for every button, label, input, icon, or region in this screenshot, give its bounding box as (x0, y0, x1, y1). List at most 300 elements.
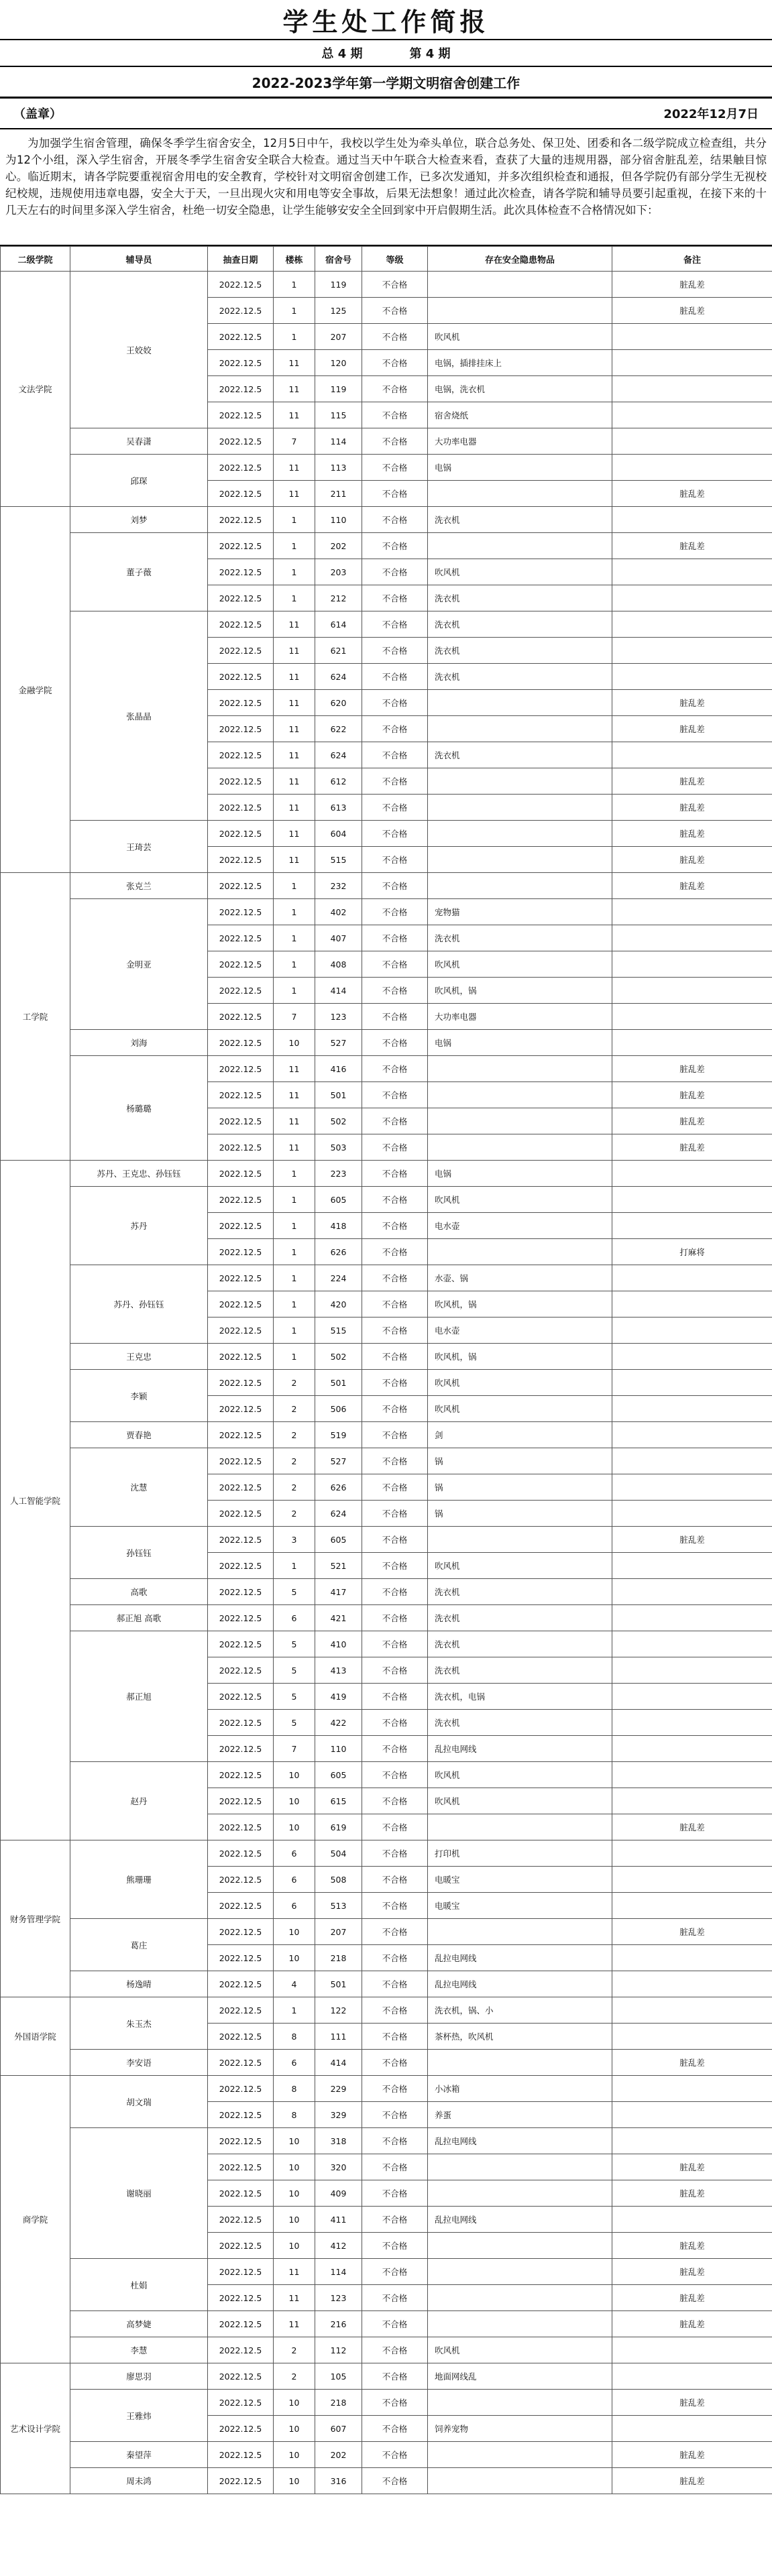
date-cell: 2022.12.5 (208, 2180, 274, 2207)
grade-cell: 不合格 (362, 795, 428, 821)
date-cell: 2022.12.5 (208, 716, 274, 742)
hazard-cell (428, 873, 612, 899)
grade-cell: 不合格 (362, 1788, 428, 1814)
date-cell: 2022.12.5 (208, 1919, 274, 1945)
date-cell: 2022.12.5 (208, 1579, 274, 1605)
hazard-cell (428, 1919, 612, 1945)
date-cell: 2022.12.5 (208, 1370, 274, 1396)
hazard-cell (428, 1108, 612, 1134)
remark-cell (612, 428, 772, 455)
remark-cell: 脏乱差 (612, 873, 772, 899)
room-cell: 527 (315, 1448, 362, 1474)
grade-cell: 不合格 (362, 481, 428, 507)
hazard-cell (428, 2442, 612, 2468)
remark-cell (612, 455, 772, 481)
grade-cell: 不合格 (362, 1318, 428, 1344)
room-cell: 218 (315, 2390, 362, 2416)
room-cell: 605 (315, 1762, 362, 1788)
intro-paragraph: 为加强学生宿舍管理，确保冬季学生宿舍安全，12月5日中午，我校以学生处为牵头单位，联合总务处、保卫处、团委和各二级学院成立检查组，共分为12个小组，深入学生宿舍，开展冬季学生宿舍安全联合大检查。通过当天中午联合大检查来看，查获了大量的违规用器，部分宿舍脏乱差，结果触目惊心。临近期末，请各学院要重视宿舍用电的安全教育，学校针对文明宿舍创建工作，已多次发通知，并多次组织检查和通报，但各学院仍有部分学生无视校纪校规，违规使用违章电器，安全大于天，一旦出现火灾和用电等安全事故，后果无法想象！通过此次检查，请各学院和辅导员要引起重视，在接下来的十几天左右的时间里多深入学生宿舍，杜绝一切安全隐患，让学生能够安安全全回到家中开启假期生活。此次具体检查不合格情况如下： (0, 129, 772, 246)
date-cell: 2022.12.5 (208, 2154, 274, 2180)
date-cell: 2022.12.5 (208, 1265, 274, 1291)
room-cell: 607 (315, 2416, 362, 2442)
counselor-cell: 朱玉杰 (70, 1997, 208, 2050)
hazard-cell: 吹风机，锅 (428, 1291, 612, 1318)
remark-cell (612, 1501, 772, 1527)
hazard-cell: 洗衣机 (428, 507, 612, 533)
grade-cell: 不合格 (362, 533, 428, 559)
hazard-cell: 电水壶 (428, 1318, 612, 1344)
remark-cell (612, 1318, 772, 1344)
date-cell: 2022.12.5 (208, 1239, 274, 1265)
hazard-cell: 吹风机 (428, 951, 612, 978)
room-cell: 416 (315, 1056, 362, 1082)
room-cell: 114 (315, 2259, 362, 2285)
hazard-cell: 电锅，洗衣机 (428, 376, 612, 402)
building-cell: 1 (274, 1265, 315, 1291)
room-cell: 211 (315, 481, 362, 507)
room-cell: 119 (315, 376, 362, 402)
remark-cell (612, 1736, 772, 1762)
grade-cell: 不合格 (362, 1553, 428, 1579)
building-cell: 6 (274, 1867, 315, 1893)
remark-cell: 脏乱差 (612, 2311, 772, 2337)
grade-cell: 不合格 (362, 2102, 428, 2128)
building-cell: 10 (274, 1814, 315, 1840)
building-cell: 7 (274, 1004, 315, 1030)
table-row (1, 1344, 772, 1370)
date-cell: 2022.12.5 (208, 2128, 274, 2154)
hazard-cell: 吹风机 (428, 1553, 612, 1579)
building-cell: 8 (274, 2102, 315, 2128)
date-cell: 2022.12.5 (208, 1997, 274, 2024)
counselor-cell: 王琦芸 (70, 821, 208, 873)
building-cell: 10 (274, 2390, 315, 2416)
remark-cell: 脏乱差 (612, 2050, 772, 2076)
building-cell: 1 (274, 507, 315, 533)
hazard-cell: 乱拉电网线 (428, 1971, 612, 1997)
date-cell: 2022.12.5 (208, 1867, 274, 1893)
date-cell: 2022.12.5 (208, 402, 274, 428)
hazard-cell: 大功率电器 (428, 1004, 612, 1030)
grade-cell: 不合格 (362, 2416, 428, 2442)
hazard-cell: 吹风机，锅 (428, 1344, 612, 1370)
building-cell: 1 (274, 1318, 315, 1344)
building-cell: 10 (274, 1762, 315, 1788)
grade-cell: 不合格 (362, 559, 428, 585)
table-row (1, 2050, 772, 2076)
grade-cell: 不合格 (362, 611, 428, 638)
remark-cell (612, 899, 772, 925)
room-cell: 113 (315, 455, 362, 481)
remark-cell (612, 1579, 772, 1605)
remark-cell (612, 1997, 772, 2024)
room-cell: 624 (315, 1501, 362, 1527)
remark-cell (612, 350, 772, 376)
building-cell: 4 (274, 1971, 315, 1997)
hazard-cell (428, 2285, 612, 2311)
remark-cell (612, 2337, 772, 2363)
date-cell: 2022.12.5 (208, 1605, 274, 1631)
remark-cell (612, 2416, 772, 2442)
remark-cell: 脏乱差 (612, 690, 772, 716)
date-cell: 2022.12.5 (208, 1448, 274, 1474)
building-cell: 1 (274, 1997, 315, 2024)
date-cell: 2022.12.5 (208, 1030, 274, 1056)
college-cell: 外国语学院 (1, 1997, 70, 2076)
table-row (1, 873, 772, 899)
remark-cell: 脏乱差 (612, 1108, 772, 1134)
remark-cell (612, 1004, 772, 1030)
room-cell: 515 (315, 847, 362, 873)
counselor-cell: 刘海 (70, 1030, 208, 1056)
date-cell: 2022.12.5 (208, 298, 274, 324)
building-cell: 10 (274, 2207, 315, 2233)
date-cell: 2022.12.5 (208, 2285, 274, 2311)
grade-cell: 不合格 (362, 2076, 428, 2102)
room-cell: 508 (315, 1867, 362, 1893)
building-cell: 11 (274, 742, 315, 768)
building-cell: 1 (274, 951, 315, 978)
hazard-cell: 饲养宠物 (428, 2416, 612, 2442)
date-cell: 2022.12.5 (208, 1108, 274, 1134)
hazard-cell: 茶杯热，吹风机 (428, 2024, 612, 2050)
date-cell: 2022.12.5 (208, 1291, 274, 1318)
room-cell: 125 (315, 298, 362, 324)
grade-cell: 不合格 (362, 1474, 428, 1501)
building-cell: 2 (274, 1370, 315, 1396)
building-cell: 1 (274, 899, 315, 925)
counselor-cell: 张克兰 (70, 873, 208, 899)
grade-cell: 不合格 (362, 899, 428, 925)
hazard-cell (428, 768, 612, 795)
grade-cell: 不合格 (362, 2024, 428, 2050)
room-cell: 119 (315, 272, 362, 298)
room-cell: 216 (315, 2311, 362, 2337)
grade-cell: 不合格 (362, 1919, 428, 1945)
building-cell: 5 (274, 1684, 315, 1710)
date-cell: 2022.12.5 (208, 978, 274, 1004)
building-cell: 10 (274, 2154, 315, 2180)
grade-cell: 不合格 (362, 1134, 428, 1161)
counselor-cell: 贾春艳 (70, 1422, 208, 1448)
remark-cell (612, 1265, 772, 1291)
room-cell: 407 (315, 925, 362, 951)
building-cell: 1 (274, 1553, 315, 1579)
remark-cell (612, 1657, 772, 1684)
remark-cell: 脏乱差 (612, 2180, 772, 2207)
building-cell: 10 (274, 2233, 315, 2259)
grade-cell: 不合格 (362, 978, 428, 1004)
building-cell: 11 (274, 638, 315, 664)
grade-cell: 不合格 (362, 1030, 428, 1056)
grade-cell: 不合格 (362, 428, 428, 455)
remark-cell (612, 1161, 772, 1187)
table-row (1, 2259, 772, 2285)
building-cell: 11 (274, 611, 315, 638)
hazard-cell: 吹风机 (428, 1370, 612, 1396)
college-cell: 工学院 (1, 873, 70, 1161)
room-cell: 329 (315, 2102, 362, 2128)
hazard-cell: 洗衣机 (428, 925, 612, 951)
building-cell: 11 (274, 716, 315, 742)
building-cell: 10 (274, 2128, 315, 2154)
table-row (1, 2311, 772, 2337)
date-cell: 2022.12.5 (208, 507, 274, 533)
date-cell: 2022.12.5 (208, 768, 274, 795)
building-cell: 2 (274, 1396, 315, 1422)
hazard-cell (428, 1239, 612, 1265)
hazard-cell (428, 2390, 612, 2416)
building-cell: 10 (274, 1788, 315, 1814)
building-cell: 5 (274, 1657, 315, 1684)
counselor-cell: 沈慧 (70, 1448, 208, 1527)
hazard-cell: 地面网线乱 (428, 2363, 612, 2390)
remark-cell (612, 1971, 772, 1997)
date-cell: 2022.12.5 (208, 690, 274, 716)
building-cell: 11 (274, 1108, 315, 1134)
building-cell: 1 (274, 1239, 315, 1265)
building-cell: 1 (274, 1161, 315, 1187)
table-row (1, 1030, 772, 1056)
hazard-cell: 打印机 (428, 1840, 612, 1867)
building-cell: 2 (274, 1422, 315, 1448)
counselor-cell: 孙钰钰 (70, 1527, 208, 1579)
counselor-cell: 郝正旭 高歌 (70, 1605, 208, 1631)
room-cell: 502 (315, 1344, 362, 1370)
room-cell: 417 (315, 1579, 362, 1605)
table-row (1, 1448, 772, 1474)
building-cell: 5 (274, 1579, 315, 1605)
remark-cell (612, 1370, 772, 1396)
room-cell: 626 (315, 1474, 362, 1501)
hazard-cell: 洗衣机 (428, 664, 612, 690)
remark-cell (612, 2207, 772, 2233)
grade-cell: 不合格 (362, 1684, 428, 1710)
date-cell: 2022.12.5 (208, 2442, 274, 2468)
hazard-cell (428, 690, 612, 716)
hazard-cell: 电锅 (428, 455, 612, 481)
room-cell: 614 (315, 611, 362, 638)
building-cell: 1 (274, 873, 315, 899)
date-cell: 2022.12.5 (208, 1762, 274, 1788)
grade-cell: 不合格 (362, 1396, 428, 1422)
date-cell: 2022.12.5 (208, 1657, 274, 1684)
remark-cell: 脏乱差 (612, 481, 772, 507)
table-row (1, 2468, 772, 2494)
grade-cell: 不合格 (362, 1971, 428, 1997)
grade-cell: 不合格 (362, 455, 428, 481)
room-cell: 316 (315, 2468, 362, 2494)
building-cell: 11 (274, 768, 315, 795)
hazard-cell (428, 1134, 612, 1161)
building-cell: 2 (274, 1474, 315, 1501)
date-cell: 2022.12.5 (208, 1971, 274, 1997)
hazard-cell: 养蛋 (428, 2102, 612, 2128)
hazard-cell (428, 2259, 612, 2285)
grade-cell: 不合格 (362, 1082, 428, 1108)
remark-cell (612, 1213, 772, 1239)
column-header: 存在安全隐患物品 (428, 247, 612, 272)
room-cell: 604 (315, 821, 362, 847)
room-cell: 224 (315, 1265, 362, 1291)
table-row (1, 507, 772, 533)
remark-cell: 脏乱差 (612, 1134, 772, 1161)
room-cell: 232 (315, 873, 362, 899)
table-row (1, 1370, 772, 1396)
building-cell: 1 (274, 324, 315, 350)
room-cell: 114 (315, 428, 362, 455)
room-cell: 207 (315, 324, 362, 350)
room-cell: 419 (315, 1684, 362, 1710)
table-row (1, 2128, 772, 2154)
counselor-cell: 王克忠 (70, 1344, 208, 1370)
building-cell: 7 (274, 428, 315, 455)
remark-cell (612, 585, 772, 611)
remark-cell: 脏乱差 (612, 768, 772, 795)
room-cell: 521 (315, 1553, 362, 1579)
column-header: 二级学院 (1, 247, 70, 272)
building-cell: 8 (274, 2076, 315, 2102)
building-cell: 1 (274, 559, 315, 585)
date-cell: 2022.12.5 (208, 272, 274, 298)
room-cell: 501 (315, 1370, 362, 1396)
room-cell: 612 (315, 768, 362, 795)
grade-cell: 不合格 (362, 2050, 428, 2076)
table-row (1, 1265, 772, 1291)
date-cell: 2022.12.5 (208, 2468, 274, 2494)
remark-cell (612, 2076, 772, 2102)
room-cell: 503 (315, 1134, 362, 1161)
counselor-cell: 杨璐璐 (70, 1056, 208, 1161)
building-cell: 11 (274, 455, 315, 481)
date-cell: 2022.12.5 (208, 1134, 274, 1161)
room-cell: 418 (315, 1213, 362, 1239)
hazard-cell: 吹风机 (428, 324, 612, 350)
hazard-cell (428, 2180, 612, 2207)
date-cell: 2022.12.5 (208, 664, 274, 690)
room-cell: 414 (315, 2050, 362, 2076)
building-cell: 11 (274, 847, 315, 873)
seal-label: （盖章） (13, 107, 62, 121)
date-cell: 2022.12.5 (208, 2259, 274, 2285)
grade-cell: 不合格 (362, 350, 428, 376)
date-cell: 2022.12.5 (208, 2102, 274, 2128)
grade-cell: 不合格 (362, 2207, 428, 2233)
hazard-cell: 电锅 (428, 1030, 612, 1056)
grade-cell: 不合格 (362, 1840, 428, 1867)
date-cell: 2022.12.5 (208, 1788, 274, 1814)
date-cell: 2022.12.5 (208, 2024, 274, 2050)
hazard-cell: 吹风机 (428, 1396, 612, 1422)
grade-cell: 不合格 (362, 1213, 428, 1239)
grade-cell: 不合格 (362, 2363, 428, 2390)
grade-cell: 不合格 (362, 1579, 428, 1605)
building-cell: 1 (274, 585, 315, 611)
room-cell: 422 (315, 1710, 362, 1736)
remark-cell: 脏乱差 (612, 533, 772, 559)
counselor-cell: 高梦婕 (70, 2311, 208, 2337)
remark-cell (612, 1945, 772, 1971)
date-cell: 2022.12.5 (208, 1814, 274, 1840)
building-cell: 10 (274, 1030, 315, 1056)
room-cell: 421 (315, 1605, 362, 1631)
table-row (1, 1762, 772, 1788)
building-cell: 11 (274, 795, 315, 821)
remark-cell (612, 507, 772, 533)
room-cell: 408 (315, 951, 362, 978)
grade-cell: 不合格 (362, 821, 428, 847)
building-cell: 2 (274, 2337, 315, 2363)
date-cell: 2022.12.5 (208, 428, 274, 455)
grade-cell: 不合格 (362, 2180, 428, 2207)
column-header: 辅导员 (70, 247, 208, 272)
counselor-cell: 谢晓丽 (70, 2128, 208, 2259)
remark-cell (612, 1684, 772, 1710)
date-cell: 2022.12.5 (208, 2416, 274, 2442)
room-cell: 621 (315, 638, 362, 664)
table-row (1, 2076, 772, 2102)
remark-cell: 脏乱差 (612, 1814, 772, 1840)
building-cell: 11 (274, 481, 315, 507)
counselor-cell: 张晶晶 (70, 611, 208, 821)
remark-cell (612, 925, 772, 951)
hazard-cell: 洗衣机 (428, 1631, 612, 1657)
room-cell: 105 (315, 2363, 362, 2390)
building-cell: 10 (274, 1945, 315, 1971)
table-row (1, 1919, 772, 1945)
table-row (1, 1840, 772, 1867)
remark-cell (612, 1396, 772, 1422)
building-cell: 6 (274, 1840, 315, 1867)
grade-cell: 不合格 (362, 376, 428, 402)
grade-cell: 不合格 (362, 2311, 428, 2337)
grade-cell: 不合格 (362, 2468, 428, 2494)
column-header: 等级 (362, 247, 428, 272)
remark-cell (612, 402, 772, 428)
room-cell: 411 (315, 2207, 362, 2233)
remark-cell: 脏乱差 (612, 795, 772, 821)
counselor-cell: 苏丹、孙钰钰 (70, 1265, 208, 1344)
grade-cell: 不合格 (362, 585, 428, 611)
date-cell: 2022.12.5 (208, 1004, 274, 1030)
hazard-cell (428, 272, 612, 298)
grade-cell: 不合格 (362, 638, 428, 664)
table-row (1, 272, 772, 298)
hazard-cell: 锅 (428, 1501, 612, 1527)
building-cell: 10 (274, 2468, 315, 2494)
counselor-cell: 苏丹、王克忠、孙钰钰 (70, 1161, 208, 1187)
building-cell: 1 (274, 978, 315, 1004)
table-body (1, 272, 772, 2494)
remark-cell (612, 2363, 772, 2390)
hazard-cell (428, 2468, 612, 2494)
hazard-cell: 洗衣机 (428, 611, 612, 638)
counselor-cell: 秦望萍 (70, 2442, 208, 2468)
counselor-cell: 廖思羽 (70, 2363, 208, 2390)
room-cell: 218 (315, 1945, 362, 1971)
table-row (1, 1605, 772, 1631)
room-cell: 202 (315, 2442, 362, 2468)
date-cell: 2022.12.5 (208, 2337, 274, 2363)
hazard-cell (428, 298, 612, 324)
table-row (1, 1997, 772, 2024)
hazard-cell: 水壶、锅 (428, 1265, 612, 1291)
hazard-cell (428, 2233, 612, 2259)
counselor-cell: 高歌 (70, 1579, 208, 1605)
room-cell: 619 (315, 1814, 362, 1840)
column-header: 抽查日期 (208, 247, 274, 272)
building-cell: 11 (274, 1082, 315, 1108)
